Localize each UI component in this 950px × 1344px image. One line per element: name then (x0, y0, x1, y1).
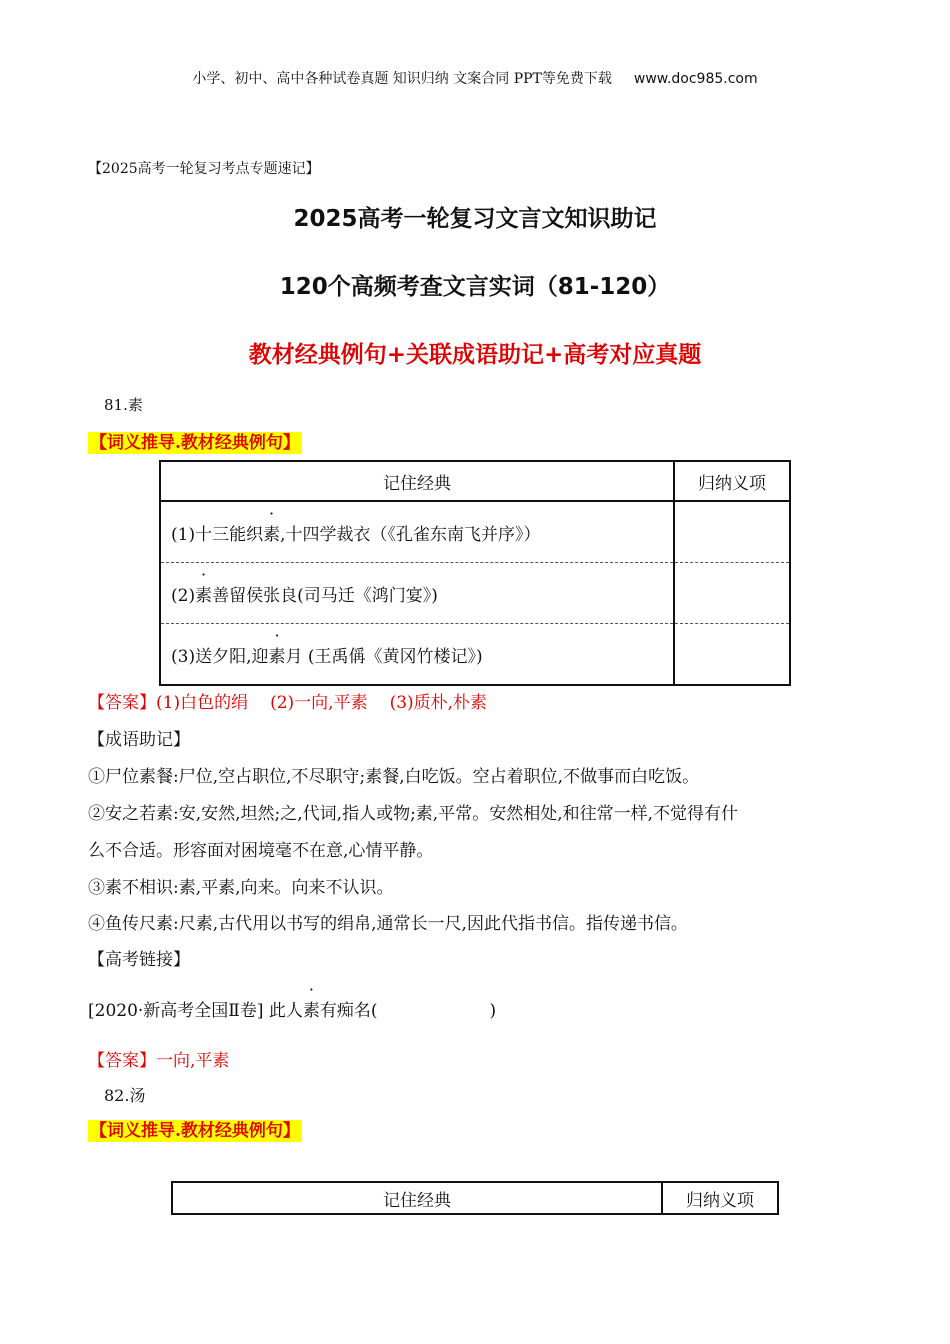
table-header-classic: 记住经典 (172, 1182, 662, 1214)
table-row (160, 501, 790, 563)
example-sentence-3: (3)送夕阳,迎素月 (王禹偁《黄冈竹楼记》) (160, 624, 674, 686)
table-row (160, 563, 790, 624)
page-title: 2025高考一轮复习文言文知识助记 (293, 206, 657, 232)
idiom-heading: 【成语助记】 (88, 730, 190, 750)
page-subtitle: 120个高频考查文言实词（81-120） (279, 274, 671, 300)
idiom-line-1: ①尸位素餐:尸位,空占职位,不尽职守;素餐,白吃饭。空占着职位,不做事而白吃饭。 (88, 767, 700, 787)
link-answer-text: 一向,平素 (156, 1051, 230, 1071)
answer-label: 【答案】 (88, 693, 156, 713)
key-char: 素 (195, 585, 213, 606)
example-sentence-2: (2)素善留侯张良(司马迁《鸿门宴》) (160, 563, 674, 624)
answer-label: 【答案】 (88, 1051, 156, 1071)
header-text: 小学、初中、高中各种试卷真题 知识归纳 文案合同 PPT等免费下载 (192, 71, 612, 87)
derive-tag-text: 【词义推导.教材经典例句】 (90, 1121, 300, 1141)
key-char: 素 (268, 646, 286, 667)
section-82-heading: 82.汤 (104, 1086, 146, 1105)
answer-1: (1)白色的绢 (156, 693, 249, 713)
meaning-cell-2 (674, 563, 790, 624)
page-tagline: 教材经典例句+关联成语助记+高考对应真题 (248, 342, 702, 368)
section-82-derive-tag (88, 1116, 302, 1141)
exam-link-question: [2020·新高考全国Ⅱ卷] 此人素有痴名( ) (88, 996, 496, 1021)
table-row (160, 624, 790, 686)
section-81-heading: 81.素 (104, 396, 143, 414)
table-header-classic: 记住经典 (160, 461, 674, 501)
section-81-answer (88, 688, 509, 713)
section-81-table (159, 460, 791, 686)
section-82-table (171, 1181, 779, 1215)
answer-2: (2)一向,平素 (270, 693, 368, 713)
link-answer (88, 1046, 229, 1071)
answer-3: (3)质朴,朴素 (389, 693, 488, 713)
link-heading: 【高考链接】 (88, 950, 190, 970)
meaning-cell-1 (674, 501, 790, 563)
header-site[interactable]: www.doc985.com (633, 71, 758, 87)
series-label: 【2025高考一轮复习考点专题速记】 (88, 161, 320, 177)
page-header (0, 68, 950, 88)
derive-tag-text: 【词义推导.教材经典例句】 (90, 433, 300, 453)
idiom-line-3: ③素不相识:素,平素,向来。向来不认识。 (88, 878, 394, 898)
section-81-derive-tag (88, 428, 302, 453)
example-sentence-1: (1)十三能织素,十四学裁衣（《孔雀东南飞并序》） (160, 501, 674, 563)
table-header-meaning: 归纳义项 (686, 1190, 754, 1211)
idiom-line-2-cont: 么不合适。形容面对困境毫不在意,心情平静。 (88, 841, 434, 861)
idiom-line-4: ④鱼传尺素:尺素,古代用以书写的绢帛,通常长一尺,因此代指书信。指传递书信。 (88, 914, 688, 934)
meaning-cell-3 (674, 624, 790, 686)
table-header-meaning: 归纳义项 (674, 461, 790, 501)
idiom-line-2: ②安之若素:安,安然,坦然;之,代词,指人或物;素,平常。安然相处,和往常一样,不觉得有什 (88, 804, 739, 824)
key-char: 素 (302, 1001, 320, 1021)
key-char: 素 (263, 524, 281, 545)
